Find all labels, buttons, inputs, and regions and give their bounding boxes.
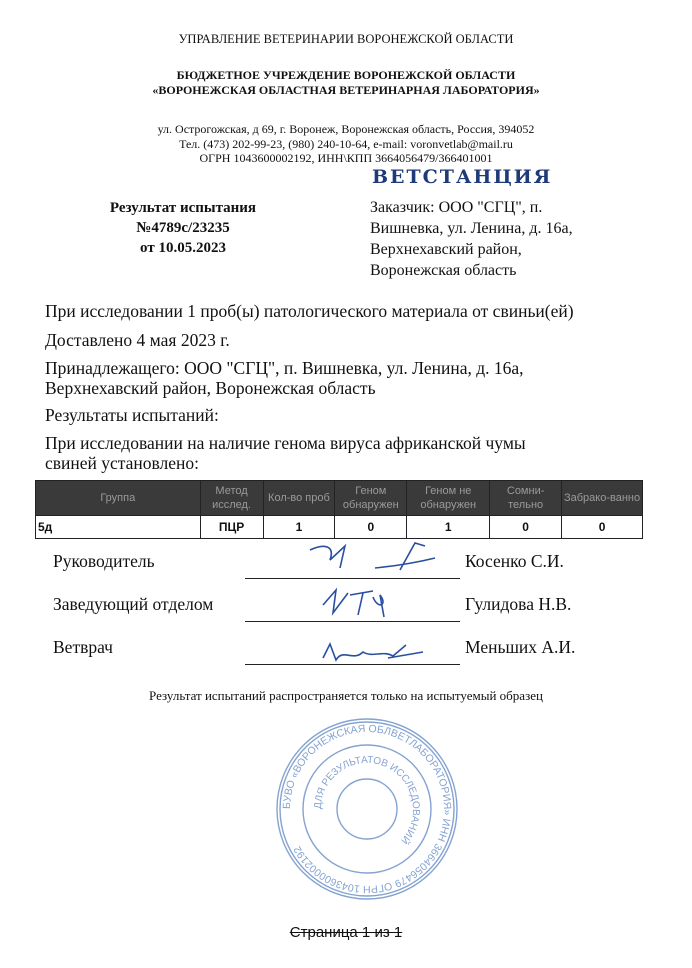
- result-title: Результат испытания: [109, 200, 257, 216]
- customer-line: Заказчик: ООО "СГЦ", п.: [370, 199, 543, 216]
- signature-line: [245, 578, 460, 579]
- table-cell: 0: [335, 516, 407, 539]
- signature-line: [245, 664, 460, 665]
- signature-role: Заведующий отделом: [53, 594, 214, 614]
- round-seal-stamp: [272, 714, 462, 904]
- body-text-samples: При исследовании 1 проб(ы) патологического материала от свиньи(ей): [45, 301, 574, 321]
- result-block: [83, 198, 283, 258]
- col-header: Геном не обнаружен: [407, 481, 490, 516]
- table-cell: 1: [263, 516, 335, 539]
- svg-text:БУВО «ВОРОНЕЖСКАЯ ОБЛВЕТЛАБОРА: [281, 723, 453, 895]
- col-header: Геном обнаружен: [335, 481, 407, 516]
- col-header: Метод исслед.: [200, 481, 263, 516]
- body-text-asf-cont: свиней установлено:: [45, 453, 200, 473]
- body-text-delivered: Доставлено 4 мая 2023 г.: [45, 330, 230, 350]
- col-header: Группа: [36, 481, 201, 516]
- result-date: от 10.05.2023: [140, 240, 226, 256]
- seal-inner-text: ДЛЯ РЕЗУЛЬТАТОВ ИССЛЕДОВАНИЙ: [312, 754, 422, 846]
- results-table: [35, 480, 643, 539]
- table-row: [36, 516, 643, 539]
- signature-head: [318, 585, 398, 620]
- customer-line: Воронежская область: [370, 262, 517, 279]
- customer-block: [370, 197, 573, 281]
- table-cell: 0: [490, 516, 562, 539]
- signature-director: [305, 538, 455, 578]
- body-text-owner-cont: Верхнехавский район, Воронежская область: [45, 378, 376, 398]
- col-header: Забрако-ванно: [562, 481, 643, 516]
- customer-line: Вишневка, ул. Ленина, д. 16а,: [370, 220, 573, 237]
- signature-role: Руководитель: [53, 551, 155, 571]
- org-name-line2: «ВОРОНЕЖСКАЯ ОБЛАСТНАЯ ВЕТЕРИНАРНАЯ ЛАБОРАТОРИЯ»: [152, 83, 540, 97]
- signature-line: [245, 621, 460, 622]
- svg-text:ДЛЯ РЕЗУЛЬТАТОВ ИССЛЕДОВАНИЙ: [313, 755, 421, 847]
- signature-name: Гулидова Н.В.: [465, 594, 572, 614]
- org-contacts: Тел. (473) 202-99-23, (980) 240-10-64, e-mail: voronvetlab@mail.ru: [179, 137, 513, 151]
- page-number: Страница 1 из 1: [289, 924, 403, 941]
- table-cell: ПЦР: [200, 516, 263, 539]
- authority-header: УПРАВЛЕНИЕ ВЕТЕРИНАРИИ ВОРОНЕЖСКОЙ ОБЛАСТИ: [178, 32, 514, 46]
- customer-line: Верхнехавский район,: [370, 241, 522, 258]
- body-text-owner: Принадлежащего: ООО "СГЦ", п. Вишневка, ул. Ленина, д. 16а,: [45, 358, 524, 378]
- org-ids: ОГРН 1043600002192, ИНН\КПП 3664056479/366401001: [199, 151, 493, 165]
- body-text-asf: При исследовании на наличие генома вируса африканской чумы: [45, 433, 526, 453]
- signature-name: Косенко С.И.: [465, 551, 564, 571]
- org-name-line1: БЮДЖЕТНОЕ УЧРЕЖДЕНИЕ ВОРОНЕЖСКОЙ ОБЛАСТИ: [176, 68, 516, 82]
- table-cell: 0: [562, 516, 643, 539]
- signature-name: Меньших А.И.: [465, 637, 576, 657]
- result-number: №4789с/23235: [136, 220, 230, 236]
- vetstation-stamp-mark: ВЕТСТАНЦИЯ: [372, 166, 553, 188]
- col-header: Сомни-тельно: [490, 481, 562, 516]
- col-header: Кол-во проб: [263, 481, 335, 516]
- org-address: ул. Острогожская, д 69, г. Воронеж, Воронежская область, Россия, 394052: [157, 122, 535, 136]
- table-header-row: [36, 481, 643, 516]
- seal-outer-text: БУВО «ВОРОНЕЖСКАЯ ОБЛВЕТЛАБОРАТОРИЯ» ИНН 3664056479 ОГРН 1043600002192: [280, 722, 454, 896]
- body-text-results-heading: Результаты испытаний:: [45, 405, 219, 425]
- table-cell: 1: [407, 516, 490, 539]
- table-cell: 5д: [36, 516, 201, 539]
- validity-note: Результат испытаний распространяется только на испытуемый образец: [149, 688, 543, 703]
- signature-role: Ветврач: [53, 637, 113, 657]
